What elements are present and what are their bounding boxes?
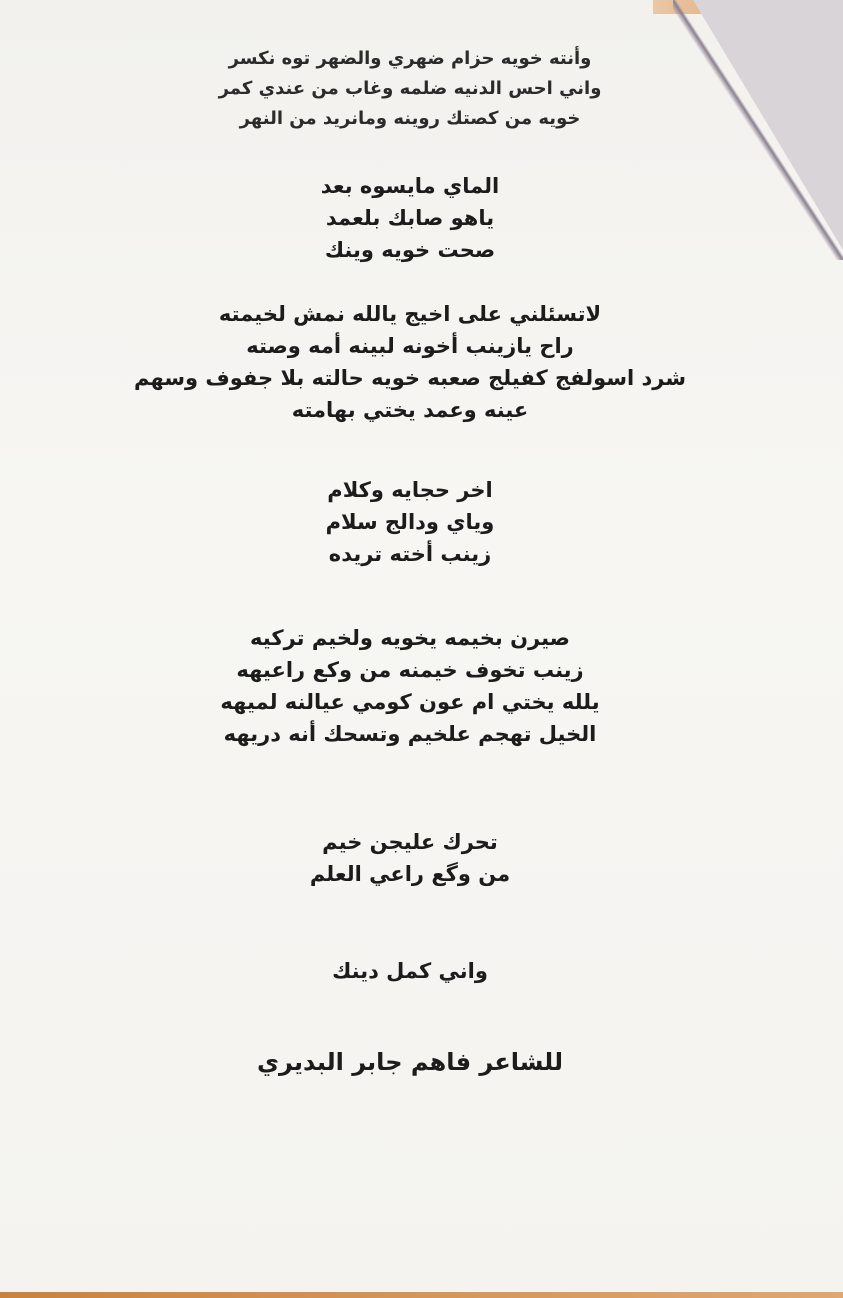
poem-line: اخر حجايه وكلام bbox=[327, 478, 493, 502]
poem-line: واني كمل دينك bbox=[332, 959, 488, 983]
stanza-1 bbox=[60, 44, 760, 134]
poem-line: صيرن بخيمه يخويه ولخيم تركيه bbox=[250, 626, 570, 650]
stanza-2 bbox=[60, 170, 760, 266]
poem-line: تحرك عليجن خيم bbox=[322, 830, 498, 854]
poem-line: راح يازينب أخونه لبينه أمه وصته bbox=[246, 334, 574, 358]
stanza-7 bbox=[60, 955, 760, 987]
poem-line: وياي ودالج سلام bbox=[325, 510, 495, 534]
poem-line: عينه وعمد يختي بهامته bbox=[291, 398, 529, 422]
poem-line: الماي مايسوه بعد bbox=[320, 174, 500, 198]
poem-line: زينب تخوف خيمنه من وكع راعيهه bbox=[236, 658, 584, 682]
poem-line: زينب أخته تريده bbox=[328, 542, 492, 566]
poem-line: شرد اسولفج كفيلج صعبه خويه حالته بلا جفوف وسهم bbox=[134, 366, 686, 390]
poem-line: وأنته خويه حزام ضهري والضهر توه نكسر bbox=[228, 48, 592, 69]
poem-line: من وگع راعي العلم bbox=[309, 862, 511, 886]
poet-name: للشاعر فاهم جابر البديري bbox=[257, 1048, 563, 1076]
stanza-4 bbox=[60, 474, 760, 570]
poem-line: يلله يختي ام عون كومي عيالنه لميهه bbox=[220, 690, 600, 714]
stanza-6 bbox=[60, 826, 760, 890]
poet-credit bbox=[60, 1046, 760, 1078]
stanza-3 bbox=[60, 298, 760, 426]
poem-line: ياهو صابك بلعمد bbox=[325, 206, 495, 230]
poem-line: لاتسئلني على اخيج يالله نمش لخيمته bbox=[218, 302, 602, 326]
poem-line: خويه من كصتك روينه ومانريد من النهر bbox=[239, 108, 581, 129]
poem-line: واني احس الدنيه ضلمه وغاب من عندي كمر bbox=[218, 78, 602, 99]
poem-line: صحت خويه وينك bbox=[324, 238, 496, 262]
poem-line: الخيل تهجم علخيم وتسحك أنه دريهه bbox=[223, 722, 597, 746]
stanza-5 bbox=[60, 622, 760, 750]
